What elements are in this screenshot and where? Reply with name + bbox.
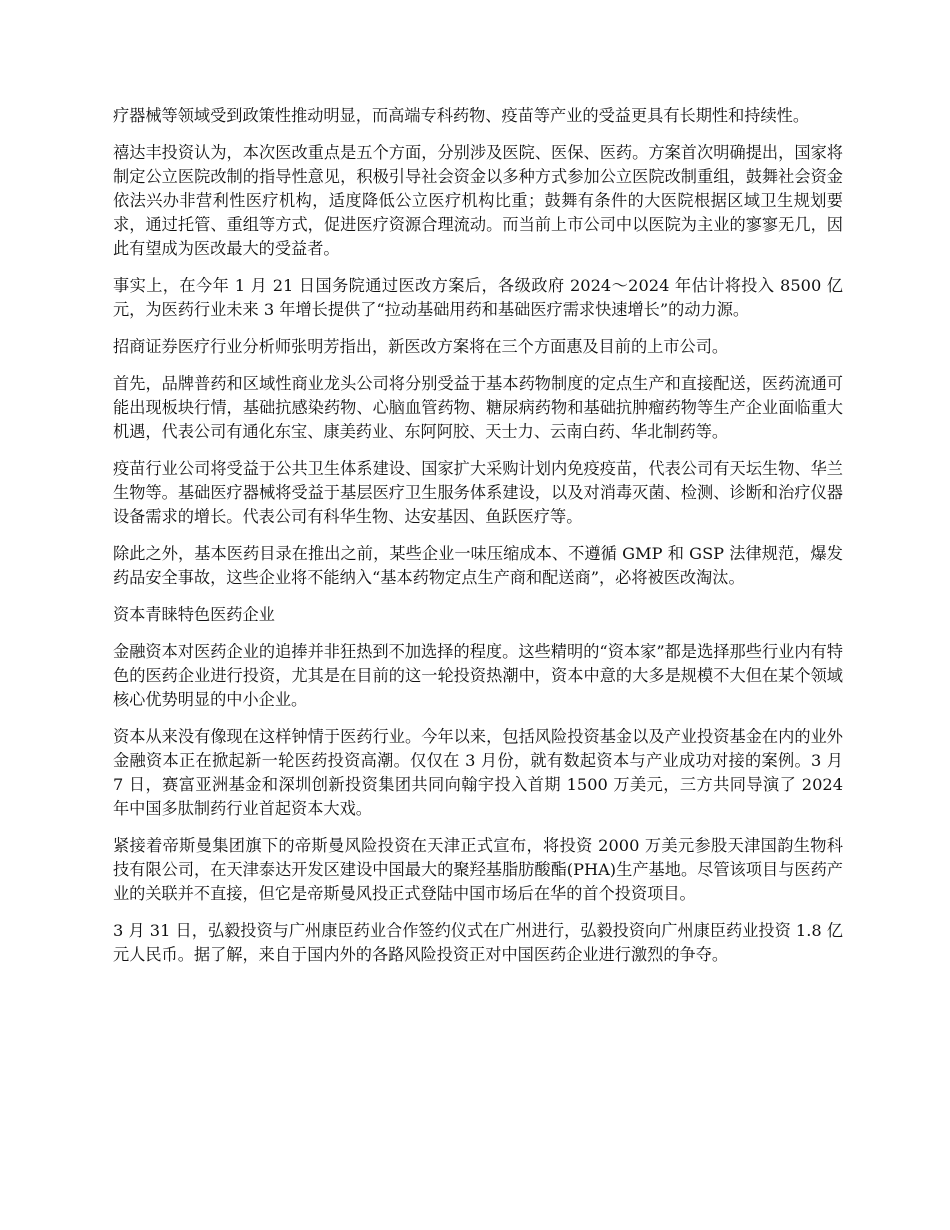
paragraph: 首先，品牌普药和区域性商业龙头公司将分别受益于基本药物制度的定点生产和直接配送，医药流通可能出现板块行情，基础抗感染药物、心脑血管药物、糖尿病药物和基础抗肿瘤药物等生产企业面临重大机遇，代表公司有通化东宝、康美药业、东阿阿胶、天士力、云南白药、华北制药等。 [113,374,843,441]
paragraph: 金融资本对医药企业的追捧并非狂热到不加选择的程度。这些精明的“资本家”都是选择那些行业内有特色的医药企业进行投资，尤其是在目前的这一轮投资热潮中，资本中意的大多是规模不大但在某个领域核心优势明显的中小企业。 [113,642,843,709]
paragraph: 资本从来没有像现在这样钟情于医药行业。今年以来，包括风险投资基金以及产业投资基金在内的业外金融资本正在掀起新一轮医药投资高潮。仅仅在 3 月份，就有数起资本与产业成功对接的案例。3 月 7 日，赛富亚洲基金和深圳创新投资集团共同向翰宇投入首期 1500 万美元，三方共同导演了 2024 年中国多肽制药行业首起资本大戏。 [113,727,843,818]
section-heading: 资本青睐特色医药企业 [113,605,275,624]
paragraph: 紧接着帝斯曼集团旗下的帝斯曼风险投资在天津正式宣布，将投资 2000 万美元参股天津国韵生物科技有限公司，在天津泰达开发区建设中国最大的聚羟基脂肪酸酯(PHA)生产基地。尽管该项目与医药产业的关联并不直接，但它是帝斯曼风投正式登陆中国市场后在华的首个投资项目。 [113,836,843,903]
document-body [113,104,843,980]
paragraph: 除此之外，基本医药目录在推出之前，某些企业一味压缩成本、不遵循 GMP 和 GSP 法律规范，爆发药品安全事故，这些企业将不能纳入“基本药物定点生产商和配送商”，必将被医改淘汰。 [113,544,843,587]
paragraph: 事实上，在今年 1 月 21 日国务院通过医改方案后，各级政府 2024～2024 年估计将投入 8500 亿元，为医药行业未来 3 年增长提供了“拉动基础用药和基础医疗需求快速增长”的动力源。 [113,276,843,319]
paragraph: 疫苗行业公司将受益于公共卫生体系建设、国家扩大采购计划内免疫疫苗，代表公司有天坛生物、华兰生物等。基础医疗器械将受益于基层医疗卫生服务体系建设，以及对消毒灭菌、检测、诊断和治疗仪器设备需求的增长。代表公司有科华生物、达安基因、鱼跃医疗等。 [113,459,843,526]
paragraph: 3 月 31 日，弘毅投资与广州康臣药业合作签约仪式在广州进行，弘毅投资向广州康臣药业投资 1.8 亿元人民币。据了解，来自于国内外的各路风险投资正对中国医药企业进行激烈的争夺。 [113,921,843,964]
paragraph: 招商证券医疗行业分析师张明芳指出，新医改方案将在三个方面惠及目前的上市公司。 [113,337,729,356]
paragraph: 疗器械等领域受到政策性推动明显，而高端专科药物、疫苗等产业的受益更具有长期性和持续性。 [113,106,810,125]
paragraph: 禧达丰投资认为，本次医改重点是五个方面，分别涉及医院、医保、医药。方案首次明确提出，国家将制定公立医院改制的指导性意见，积极引导社会资金以多种方式参加公立医院改制重组，鼓舞社会资金依法兴办非营利性医疗机构，适度降低公立医疗机构比重；鼓舞有条件的大医院根据区域卫生规划要求，通过托管、重组等方式，促进医疗资源合理流动。而当前上市公司中以医院为主业的寥寥无几，因此有望成为医改最大的受益者。 [113,143,843,258]
